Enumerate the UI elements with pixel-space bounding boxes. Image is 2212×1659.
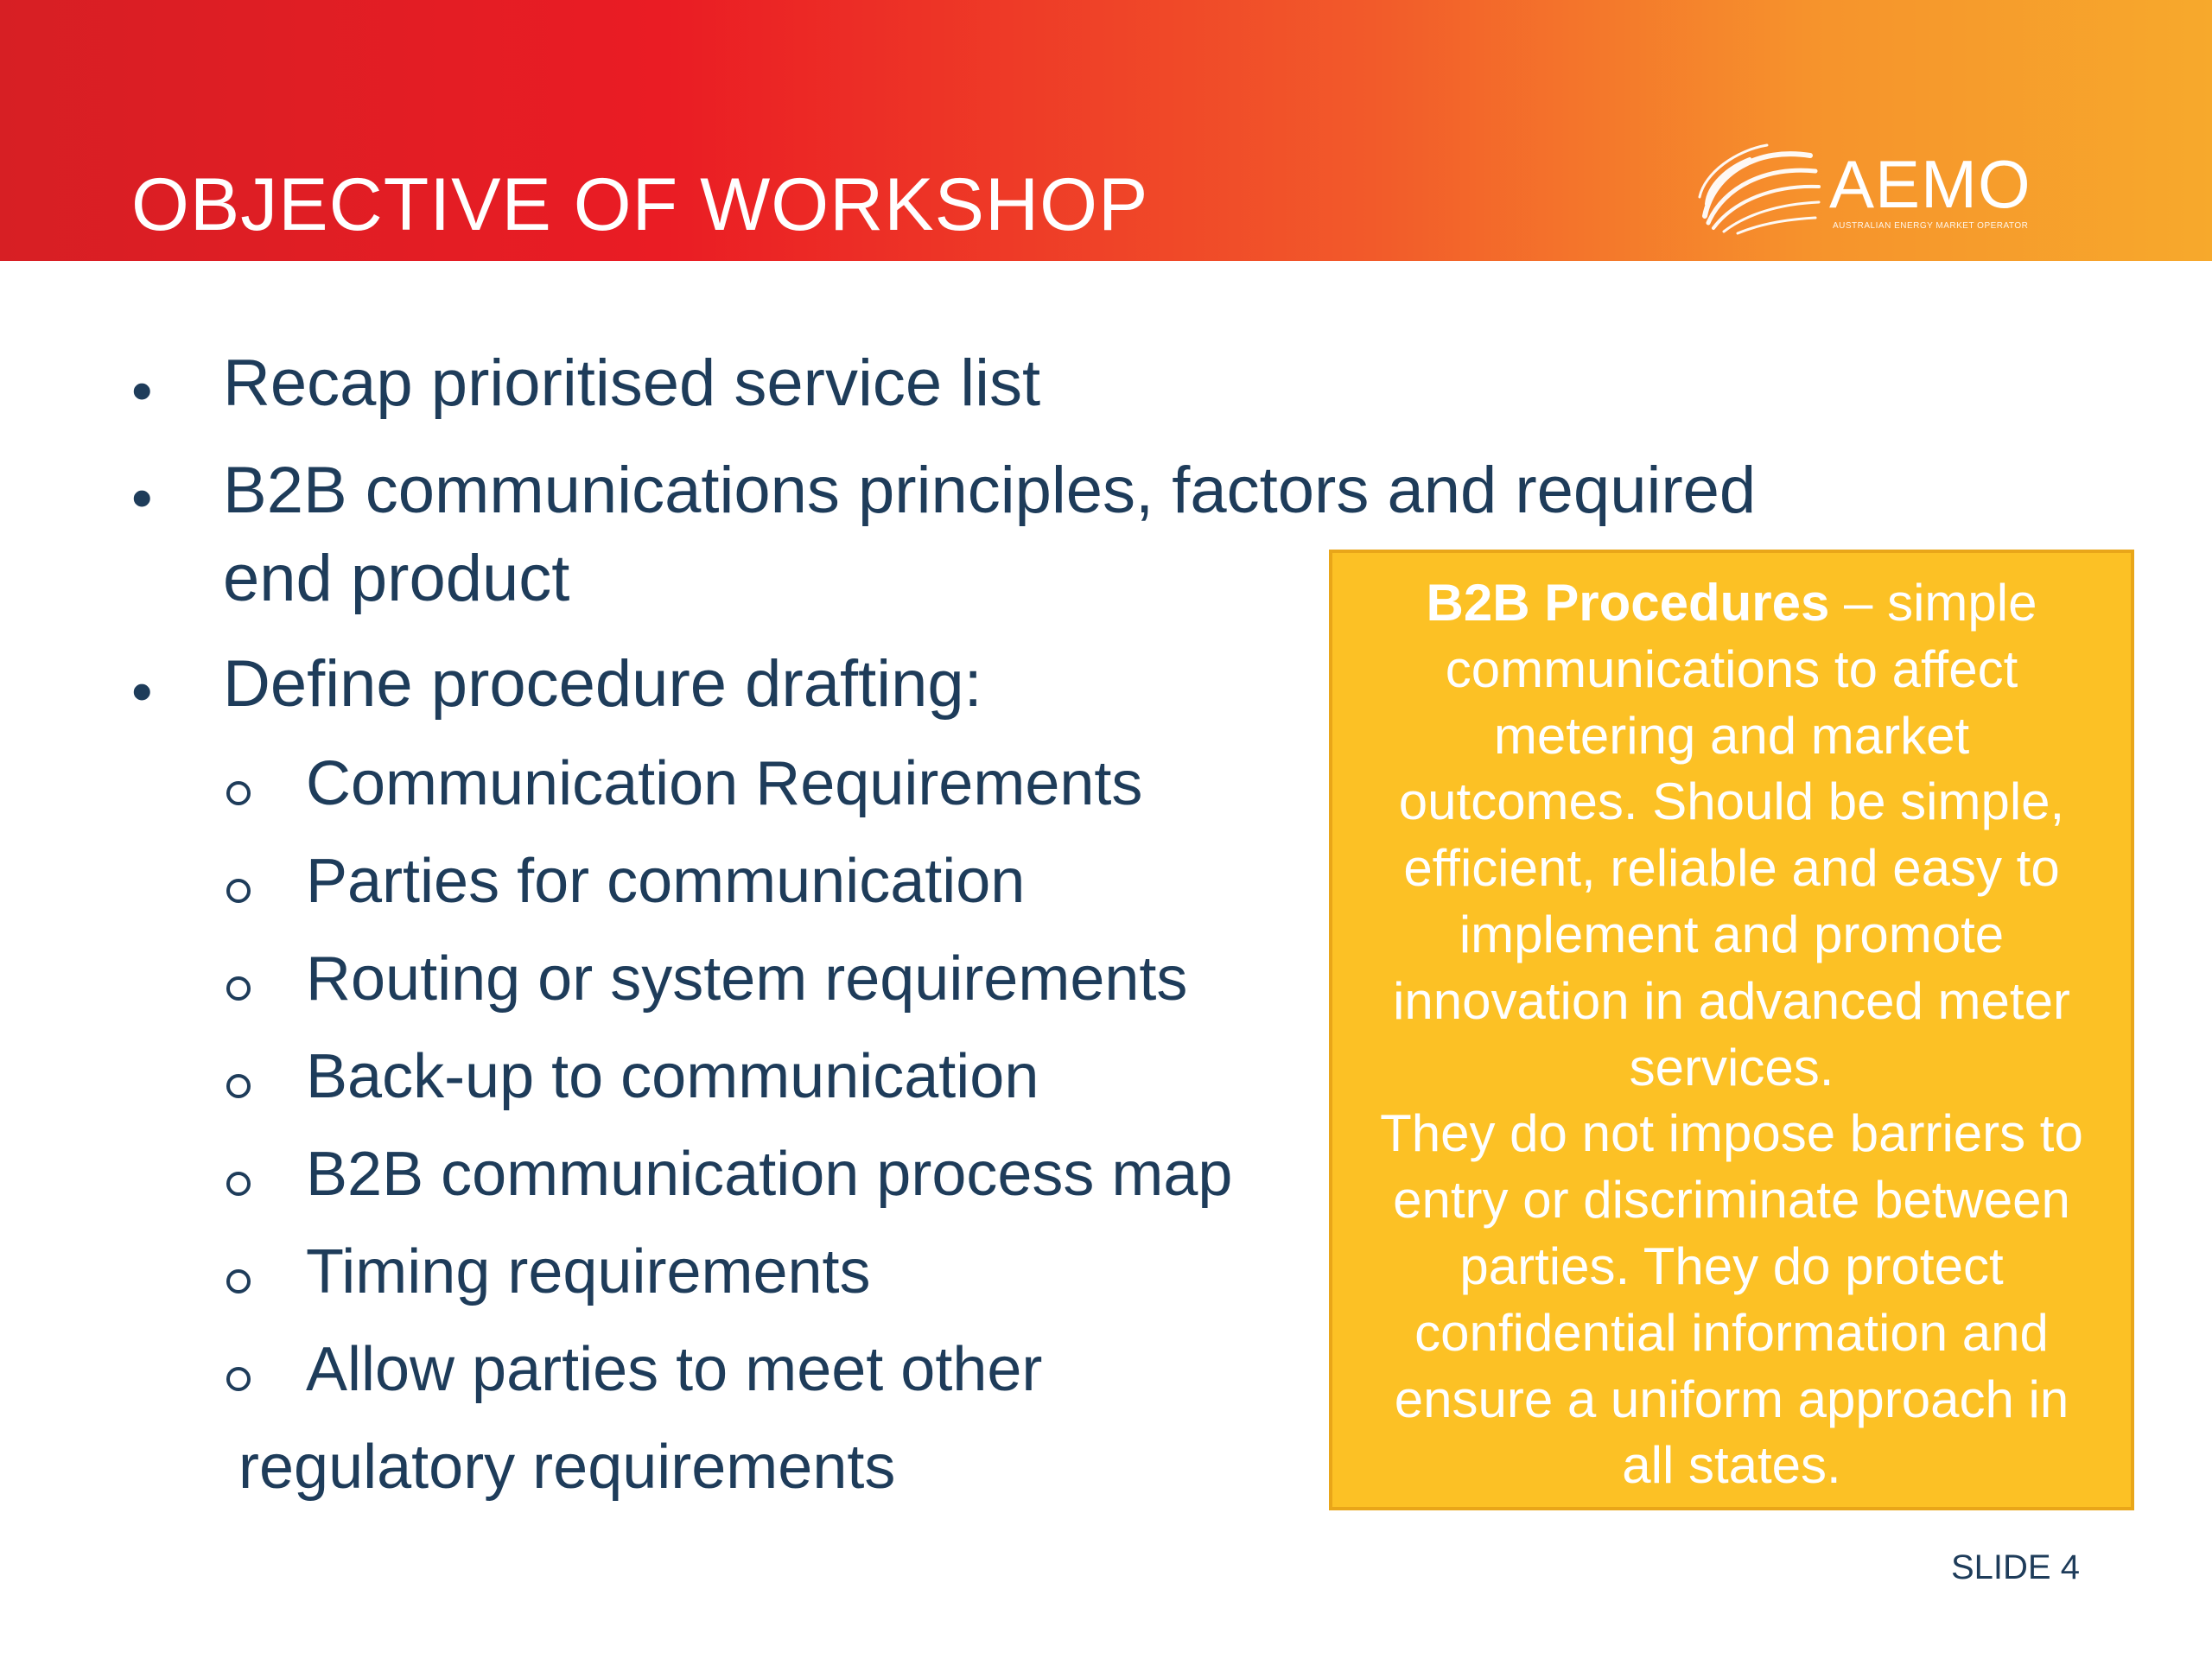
sub-bullet-circle: [226, 976, 251, 1001]
sub-list-item-continuation: regulatory requirements: [238, 1433, 896, 1502]
callout-heading: B2B Procedures: [1426, 574, 1830, 632]
aemo-logo-icon: [1689, 121, 1827, 242]
b2b-procedures-callout: [1329, 550, 2134, 1510]
list-item-continuation: end product: [223, 542, 570, 615]
bullet-dot: •: [131, 658, 153, 725]
callout-text: parties. They do protect: [1459, 1236, 2004, 1295]
callout-text: metering and market: [1493, 706, 1970, 765]
aemo-logo: [1689, 121, 2052, 242]
sub-list-item: Timing requirements: [306, 1237, 871, 1306]
sub-bullet-circle: [226, 1269, 251, 1294]
sub-bullet-circle: [226, 781, 251, 805]
bullet-dot: •: [131, 464, 153, 531]
callout-text: They do not impose barriers to: [1380, 1104, 2083, 1163]
sub-bullet-circle: [226, 879, 251, 903]
logo-wordmark: AEMO: [1829, 146, 2031, 222]
callout-text: communications to affect: [1445, 639, 2018, 698]
slide-title: OBJECTIVE OF WORKSHOP: [131, 163, 1149, 246]
callout-text: efficient, reliable and easy to: [1403, 839, 2060, 898]
sub-list-item: Back-up to communication: [306, 1042, 1039, 1111]
list-item: B2B communications principles, factors and required: [223, 454, 1757, 527]
sub-list-item: Parties for communication: [306, 847, 1026, 916]
sub-bullet-circle: [226, 1172, 251, 1196]
sub-bullet-circle: [226, 1367, 251, 1391]
logo-subtitle: AUSTRALIAN ENERGY MARKET OPERATOR: [1833, 221, 2029, 231]
bullet-dot: •: [131, 357, 153, 424]
callout-text: all states.: [1622, 1436, 1841, 1495]
sub-list-item: B2B communication process map: [306, 1140, 1233, 1209]
list-item: Recap prioritised service list: [223, 346, 1041, 420]
callout-text: innovation in advanced meter: [1393, 971, 2070, 1030]
sub-bullet-circle: [226, 1074, 251, 1098]
callout-text: – simple: [1829, 574, 2037, 632]
callout-text: entry or discriminate between: [1393, 1171, 2070, 1230]
callout-text: services.: [1629, 1038, 1834, 1096]
slide-number: SLIDE 4: [1951, 1548, 2080, 1586]
sub-list-item: Communication Requirements: [306, 749, 1143, 818]
callout-text: ensure a uniform approach in: [1394, 1370, 2069, 1428]
list-item: Define procedure drafting:: [223, 647, 982, 721]
sub-list-item: Allow parties to meet other: [306, 1335, 1043, 1404]
callout-text: confidential information and: [1414, 1303, 2049, 1362]
callout-text: outcomes. Should be simple,: [1398, 772, 2065, 831]
callout-text: implement and promote: [1459, 905, 2005, 963]
sub-list-item: Routing or system requirements: [306, 944, 1188, 1014]
